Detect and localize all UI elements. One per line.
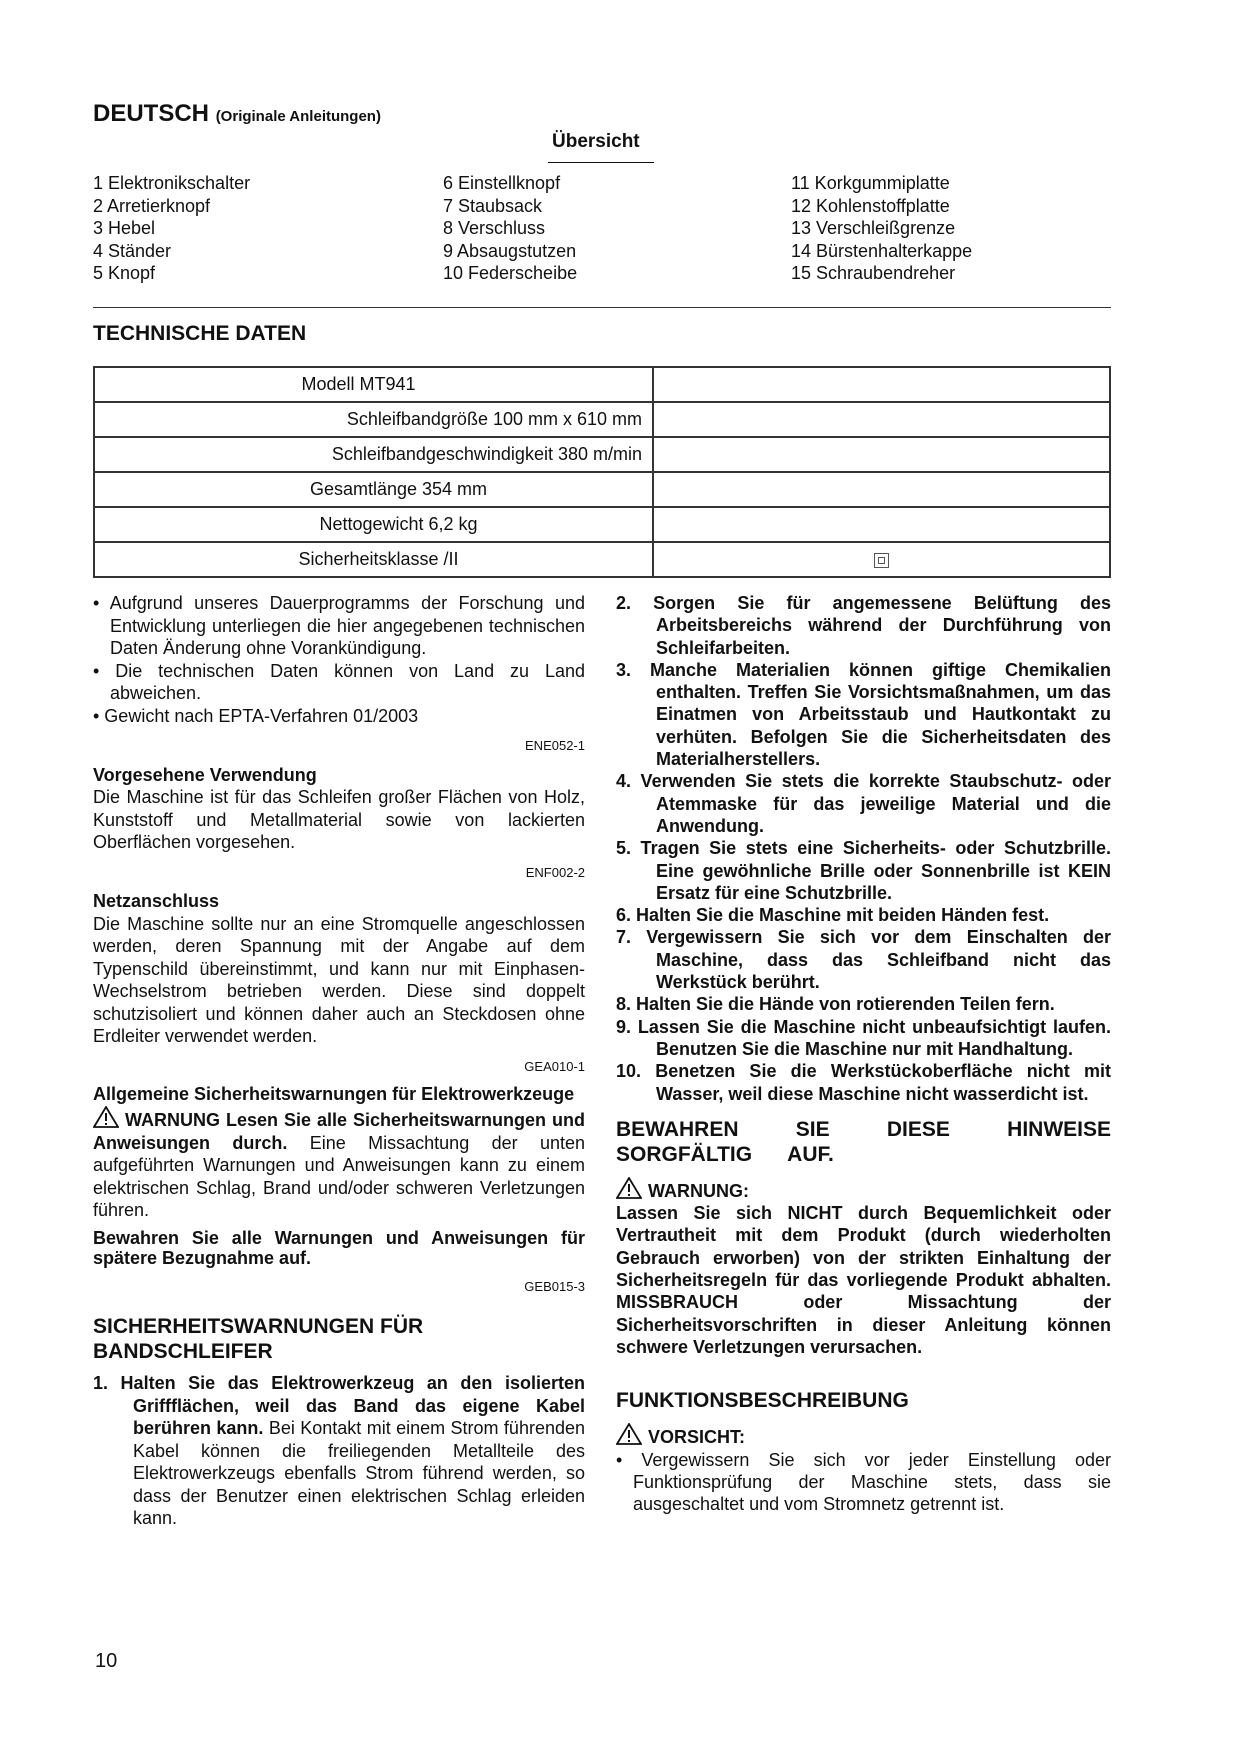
doc-code: GEB015-3 xyxy=(524,1278,585,1294)
left-column xyxy=(93,592,585,1530)
caution-label: VORSICHT: xyxy=(648,1427,746,1448)
table-row xyxy=(94,402,1110,437)
language-heading xyxy=(93,100,381,128)
caution-label-row xyxy=(616,1423,1111,1448)
doc-code: ENF002-2 xyxy=(525,864,585,880)
keep-heading: BEWAHREN SIE DIESE HINWEISE SORGFÄLTIG AUF. xyxy=(616,1117,1111,1166)
spec-value xyxy=(653,367,1110,402)
general-warnings-title: Allgemeine Sicherheitswarnungen für Elektrowerkzeuge xyxy=(93,1084,575,1104)
spec-value xyxy=(653,402,1110,437)
table-row xyxy=(94,367,1110,402)
warning-triangle-icon xyxy=(616,1177,642,1199)
warning-triangle-icon xyxy=(93,1106,119,1128)
safety-item: 9. Lassen Sie die Maschine nicht unbeaufsichtigt laufen. Benutzen Sie die Maschine nur mit Handhaltung. xyxy=(616,1016,1111,1059)
power-supply-text: Die Maschine sollte nur an eine Stromquelle angeschlossen werden, deren Spannung mit der Angabe auf dem Typenschild übereinstimmt, und kann nur mit Einphasen-Wechselstrom betrieben werden. Diese sind doppelt schutzisoliert und können daher auch an Steckdosen ohne Erdleiter verwendet werden. xyxy=(93,913,585,1046)
belt-sander-safety-heading: SICHERHEITSWARNUNGEN FÜR BANDSCHLEIFER xyxy=(93,1315,424,1363)
spec-value xyxy=(653,437,1110,472)
spec-value xyxy=(653,507,1110,542)
doc-code: ENE052-1 xyxy=(525,738,585,753)
warning-paragraph xyxy=(93,1106,585,1222)
overview-title: Übersicht xyxy=(552,131,640,152)
part-item: 2 Arretierknopf xyxy=(93,195,211,216)
table-row xyxy=(94,507,1110,542)
item-text: Bei Kontakt mit einem Strom führenden Kabel können die freiliegenden Metallteile des Elektrowerkzeugs ebenfalls Strom führend werden, so dass der Benutzer einen elektrischen Schlag erleiden kann. xyxy=(133,1418,585,1528)
safety-item: 6. Halten Sie die Maschine mit beiden Händen fest. xyxy=(616,905,1050,926)
part-item: 12 Kohlenstoffplatte xyxy=(791,195,950,216)
caution-text: • Vergewissern Sie sich vor jeder Einstellung oder Funktionsprüfung der Maschine stets, dass sie ausgeschaltet und vom Stromnetz getrennt ist. xyxy=(616,1449,1111,1515)
part-item: 3 Hebel xyxy=(93,218,156,239)
table-row xyxy=(94,542,1110,577)
part-item: 4 Ständer xyxy=(93,240,172,261)
note-bullet: • Aufgrund unseres Dauerprogramms der Forschung und Entwicklung unterliegen die hier angegebenen technischen Daten Änderung ohne Vorankündigung. xyxy=(93,593,585,658)
part-item: 13 Verschleißgrenze xyxy=(791,218,956,239)
part-item: 1 Elektronikschalter xyxy=(93,173,251,193)
spec-label: Schleifbandgeschwindigkeit 380 m/min xyxy=(94,437,653,472)
warning-text: Lassen Sie sich NICHT durch Bequemlichkeit oder Vertrautheit mit dem Produkt (durch wiederholten Gebrauch erworben) von der strikten Einhaltung der Sicherheitsregeln für das vorliegende Produkt abhalten. MISSBRAUCH oder Missachtung der Sicherheitsvorschriften in dieser Anleitung können schwere Verletzungen verursachen. xyxy=(616,1203,1111,1357)
page-number: 10 xyxy=(95,1650,118,1672)
class-ii-icon xyxy=(874,553,889,568)
keep-instructions: Bewahren Sie alle Warnungen und Anweisungen für spätere Bezugnahme auf. xyxy=(93,1227,585,1268)
doc-code: GEA010-1 xyxy=(524,1058,585,1074)
parts-column-1 xyxy=(93,172,250,285)
safety-item: 8. Halten Sie die Hände von rotierenden Teilen fern. xyxy=(616,994,1055,1015)
part-item: 10 Federscheibe xyxy=(443,263,578,284)
function-heading: FUNKTIONSBESCHREIBUNG xyxy=(616,1389,909,1413)
spec-label: Nettogewicht 6,2 kg xyxy=(94,507,653,542)
part-item: 11 Korkgummiplatte xyxy=(791,173,950,193)
spec-value xyxy=(653,542,1110,577)
safety-item: 2. Sorgen Sie für angemessene Belüftung des Arbeitsbereichs während der Durchführung von Schleifarbeiten. xyxy=(616,593,1111,658)
tech-data-table xyxy=(93,366,1111,578)
table-row xyxy=(94,472,1110,507)
warning-triangle-icon xyxy=(616,1423,642,1445)
part-item: 8 Verschluss xyxy=(443,218,546,239)
intended-use-text: Die Maschine ist für das Schleifen großer Flächen von Holz, Kunststoff und Metallmaterial sowie von lackierten Oberflächen vorgesehen. xyxy=(93,787,585,852)
intended-use-title: Vorgesehene Verwendung xyxy=(93,764,317,785)
section-divider xyxy=(93,307,1111,308)
safety-item: 5. Tragen Sie stets eine Sicherheits- oder Schutzbrille. Eine gewöhnliche Brille oder Sonnenbrille ist KEIN Ersatz für eine Schutzbrille. xyxy=(616,838,1111,903)
item-bold: 1. Halten Sie das Elektrowerkzeug an den isolierten Griffflächen, weil das Band das eigene Kabel berühren kann. xyxy=(93,1373,585,1438)
spec-label: Schleifbandgröße 100 mm x 610 mm xyxy=(94,402,653,437)
parts-column-3 xyxy=(791,172,972,285)
note-bullet: • Gewicht nach EPTA-Verfahren 01/2003 xyxy=(93,705,419,726)
part-item: 6 Einstellknopf xyxy=(443,173,561,193)
language-note: (Originale Anleitungen) xyxy=(215,108,381,125)
part-item: 15 Schraubendreher xyxy=(791,263,956,284)
part-item: 14 Bürstenhalterkappe xyxy=(791,240,973,261)
spec-label: Modell MT941 xyxy=(94,367,653,402)
safety-item: 7. Vergewissern Sie sich vor dem Einschalten der Maschine, dass das Schleifband nicht das Werkstück berührt. xyxy=(616,927,1111,993)
safety-item: 3. Manche Materialien können giftige Chemikalien enthalten. Treffen Sie Vorsichtsmaßnahmen, um das Einatmen von Arbeitsstaub und Hautkontakt zu verhüten. Befolgen Sie die Sicherheitsdaten des Materialherstellers. xyxy=(616,659,1111,770)
warning-text: Eine Missachtung der unten aufgeführten Warnungen und Anweisungen kann zu einem elektrischen Schlag, Brand und/oder schweren Verletzungen führen. xyxy=(93,1132,585,1220)
safety-item: 4. Verwenden Sie stets die korrekte Staubschutz- oder Atemmaske für das jeweilige Material und die Anwendung. xyxy=(616,771,1111,836)
table-row xyxy=(94,437,1110,472)
overview-underline xyxy=(548,162,654,163)
power-supply-title: Netzanschluss xyxy=(93,891,220,911)
safety-item-1 xyxy=(93,1372,585,1530)
warning-label-row xyxy=(616,1177,1111,1202)
spec-value xyxy=(653,472,1110,507)
safety-item: 10. Benetzen Sie die Werkstückoberfläche nicht mit Wasser, weil diese Maschine nicht wasserdicht ist. xyxy=(616,1061,1111,1104)
warning-label: WARNUNG: xyxy=(648,1180,749,1201)
parts-column-2 xyxy=(443,172,577,285)
part-item: 9 Absaugstutzen xyxy=(443,240,577,261)
note-bullet: • Die technischen Daten können von Land zu Land abweichen. xyxy=(93,660,585,703)
spec-label: Sicherheitsklasse /II xyxy=(94,542,653,577)
part-item: 5 Knopf xyxy=(93,263,156,284)
spec-label: Gesamtlänge 354 mm xyxy=(94,472,653,507)
warning-bold: WARNUNG Lesen Sie alle Sicherheitswarnungen und Anweisungen durch. xyxy=(93,1110,585,1153)
right-column xyxy=(616,592,1111,1515)
tech-data-heading: TECHNISCHE DATEN xyxy=(93,322,307,345)
part-item: 7 Staubsack xyxy=(443,195,543,216)
language-label: DEUTSCH xyxy=(93,100,210,127)
